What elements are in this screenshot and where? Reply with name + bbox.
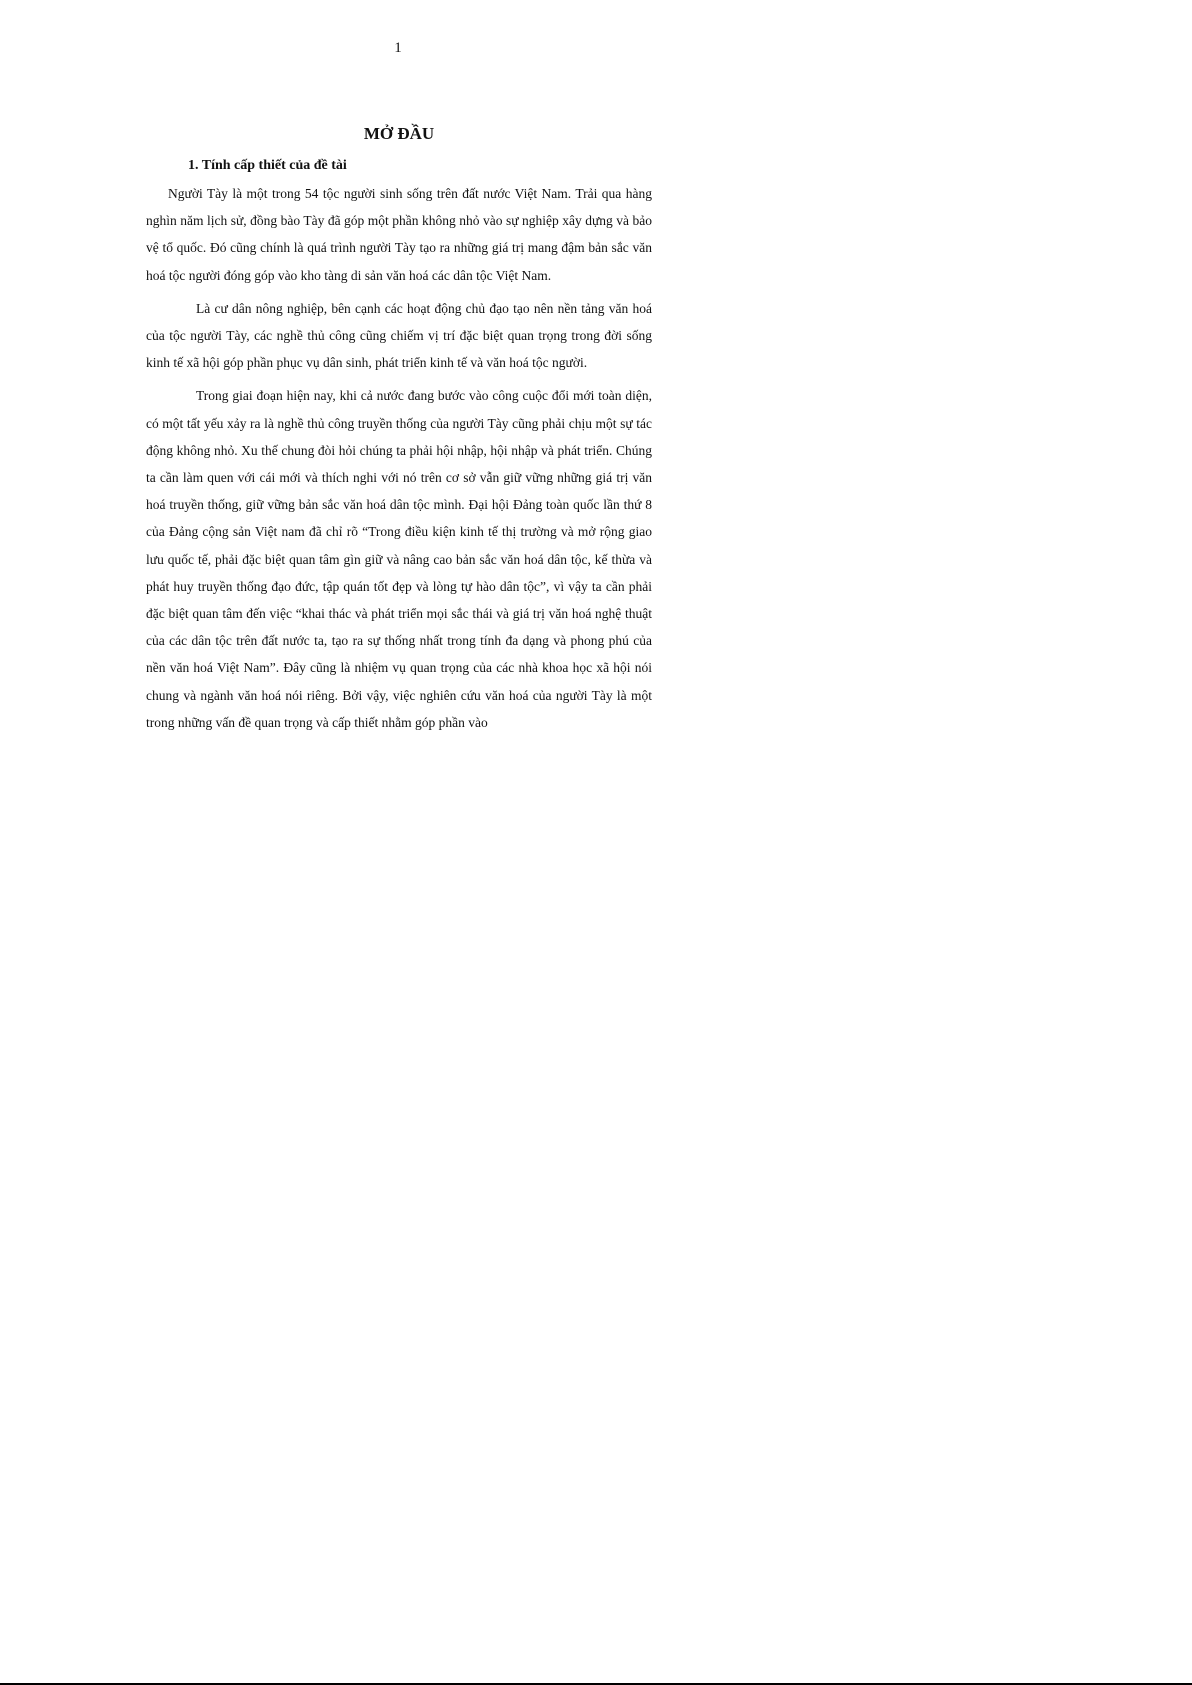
document-body	[146, 118, 652, 742]
paragraph-3: Trong giai đoạn hiện nay, khi cả nước đang bước vào công cuộc đổi mới toàn diện, có một tất yếu xảy ra là nghề thủ công truyền thống của người Tày cũng phải chịu một sự tác động không nhỏ. Xu thế chung đòi hỏi chúng ta phải hội nhập, hội nhập và phát triển. Chúng ta cần làm quen với cái mới và thích nghi với nó trên cơ sở vẫn giữ vững những giá trị văn hoá truyền thống, giữ vững bản sắc văn hoá dân tộc mình. Đại hội Đảng toàn quốc lần thứ 8 của Đảng cộng sản Việt nam đã chỉ rõ “Trong điều kiện kinh tế thị trường và mở rộng giao lưu quốc tế, phải đặc biệt quan tâm gìn giữ và nâng cao bản sắc văn hoá dân tộc, kế thừa và phát huy truyền thống đạo đức, tập quán tốt đẹp và lòng tự hào dân tộc”, vì vậy ta cần phải đặc biệt quan tâm đến việc “khai thác và phát triển mọi sắc thái và giá trị văn hoá nghệ thuật của các dân tộc trên đất nước ta, tạo ra sự thống nhất trong tính đa dạng và phong phú của nền văn hoá Việt Nam”. Đây cũng là nhiệm vụ quan trọng của các nhà khoa học xã hội nói chung và ngành văn hoá nói riêng. Bởi vậy, việc nghiên cứu văn hoá của người Tày là một trong những vấn đề quan trọng và cấp thiết nhằm góp phần vào	[146, 388, 652, 730]
section-heading: 1. Tính cấp thiết của đề tài	[188, 158, 347, 173]
page-number: 1	[394, 40, 402, 56]
paragraph-1: Người Tày là một trong 54 tộc người sinh sống trên đất nước Việt Nam. Trải qua hàng nghìn năm lịch sử, đồng bào Tày đã góp một phần không nhỏ vào sự nghiệp xây dựng và bảo vệ tổ quốc. Đó cũng chính là quá trình người Tày tạo ra những giá trị mang đậm bản sắc văn hoá tộc người đóng góp vào kho tàng di sản văn hoá các dân tộc Việt Nam.	[146, 186, 652, 283]
document-title: MỞ ĐẦU	[363, 124, 435, 143]
paragraph-2: Là cư dân nông nghiệp, bên cạnh các hoạt động chủ đạo tạo nên nền tảng văn hoá của tộc người Tày, các nghề thủ công cũng chiếm vị trí đặc biệt quan trọng trong đời sống kinh tế xã hội góp phần phục vụ dân sinh, phát triển kinh tế và văn hoá tộc người.	[146, 300, 652, 371]
